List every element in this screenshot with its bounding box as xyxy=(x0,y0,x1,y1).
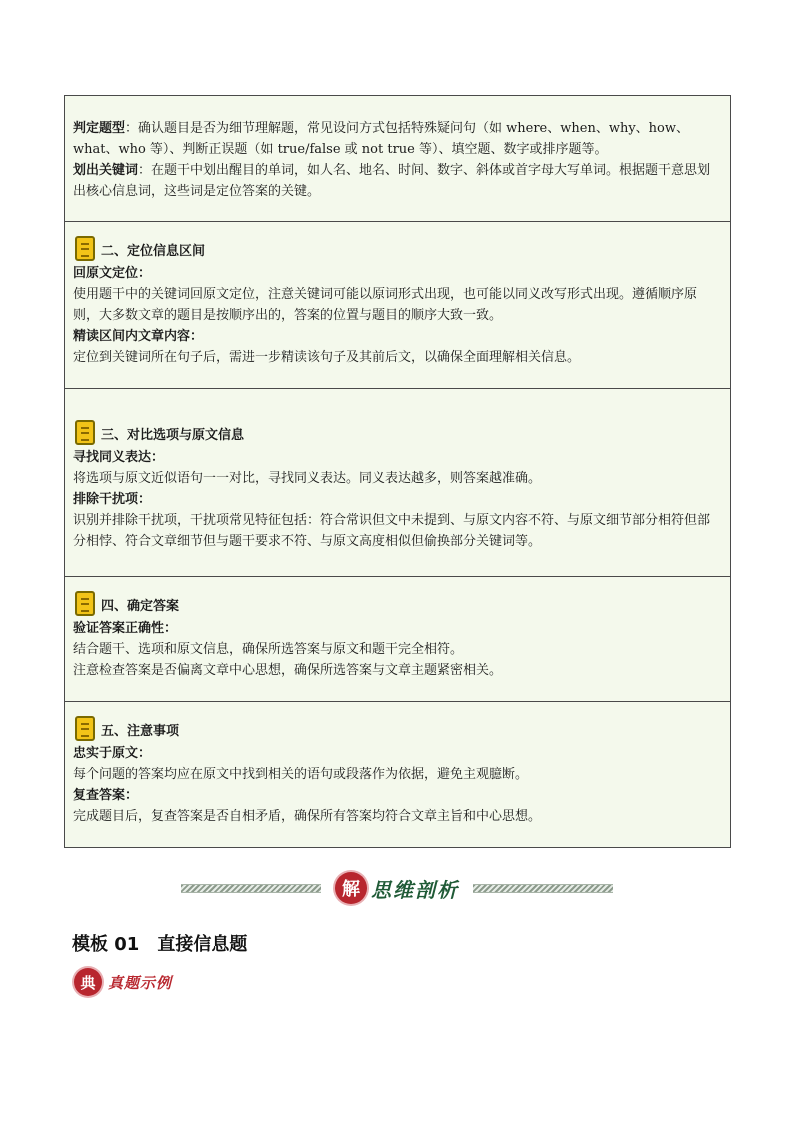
step4-sub1-text: 结合题干、选项和原文信息，确保所选答案与原文和题干完全相符。 xyxy=(73,642,464,657)
step2-row xyxy=(65,221,730,388)
notepad-icon xyxy=(75,591,95,616)
step1-text2: ：在题干中划出醒目的单词，如人名、地名、时间、数字、斜体或首字母大写单词。根据题干意思划出核心信息词，这些词是定位答案的关键。 xyxy=(73,163,711,199)
step1-label1: 判定题型 xyxy=(73,121,126,136)
step3-row xyxy=(65,388,730,576)
step3-title: 三、对比选项与原文信息 xyxy=(101,428,245,443)
step4-sub1-label: 验证答案正确性： xyxy=(73,621,178,636)
step5-heading xyxy=(73,709,722,741)
step1-para1 xyxy=(73,118,722,160)
banner-stripe-left xyxy=(181,884,321,893)
step3-sub1-text: 将选项与原文近似语句一一对比，寻找同义表达。同义表达越多，则答案越准确。 xyxy=(73,471,542,486)
notepad-icon xyxy=(75,716,95,741)
step3-sub2-label: 排除干扰项： xyxy=(73,492,152,507)
step2-title: 二、定位信息区间 xyxy=(101,244,206,259)
step2-sub1-text: 使用题干中的关键词回原文定位，注意关键词可能以原词形式出现，也可能以同义改写形式出现。遵循顺序原则，大多数文章的题目是按顺序出的，答案的位置与题目的顺序大致一致。 xyxy=(73,287,698,323)
banner-stripe-right xyxy=(473,884,613,893)
step1-label2: 划出关键词 xyxy=(73,163,139,178)
step3-sub1-label: 寻找同义表达： xyxy=(73,450,165,465)
banner-title: 思维剖析 xyxy=(371,877,459,902)
step4-sub1-text2: 注意检查答案是否偏离文章中心思想，确保所选答案与文章主题紧密相关。 xyxy=(73,663,503,678)
step1-row xyxy=(65,96,730,221)
analysis-banner xyxy=(172,868,622,908)
step3-heading xyxy=(73,413,722,445)
example-badge-icon: 典 xyxy=(74,968,102,996)
analysis-badge-icon: 解 xyxy=(335,872,367,904)
notepad-icon xyxy=(75,420,95,445)
step5-sub2-label: 复查答案： xyxy=(73,788,139,803)
step4-title: 四、确定答案 xyxy=(101,599,180,614)
step4-row xyxy=(65,576,730,701)
step5-sub2-text: 完成题目后，复查答案是否自相矛盾，确保所有答案均符合文章主旨和中心思想。 xyxy=(73,809,542,824)
step2-heading xyxy=(73,229,722,261)
step5-sub1-label: 忠实于原文： xyxy=(73,746,152,761)
step5-row xyxy=(65,701,730,847)
section-title: 模板 01 直接信息题 xyxy=(72,934,248,955)
example-label xyxy=(74,968,172,996)
step3-sub2-text: 识别并排除干扰项，干扰项常见特征包括：符合常识但文中未提到、与原文内容不符、与原文细节部分相符但部分相悖、符合文章细节但与题干要求不符、与原文高度相似但偷换部分关键词等。 xyxy=(73,513,711,549)
step5-sub1-text: 每个问题的答案均应在原文中找到相关的语句或段落作为依据，避免主观臆断。 xyxy=(73,767,529,782)
example-text: 真题示例 xyxy=(108,973,173,992)
step1-text1: ：确认题目是否为细节理解题，常见设问方式包括特殊疑问句（如 where、when、why、how、what、who 等）、判断正误题（如 true/false 或 not true 等）、填空题、数字或排序题等。 xyxy=(73,121,689,157)
step5-title: 五、注意事项 xyxy=(101,724,180,739)
step2-sub2-label: 精读区间内文章内容： xyxy=(73,329,204,344)
method-table xyxy=(64,95,731,848)
step4-heading xyxy=(73,584,722,616)
notepad-icon xyxy=(75,236,95,261)
step2-sub2-text: 定位到关键词所在句子后，需进一步精读该句子及其前后文，以确保全面理解相关信息。 xyxy=(73,350,581,365)
step1-para2 xyxy=(73,160,722,202)
step2-sub1-label: 回原文定位： xyxy=(73,266,152,281)
